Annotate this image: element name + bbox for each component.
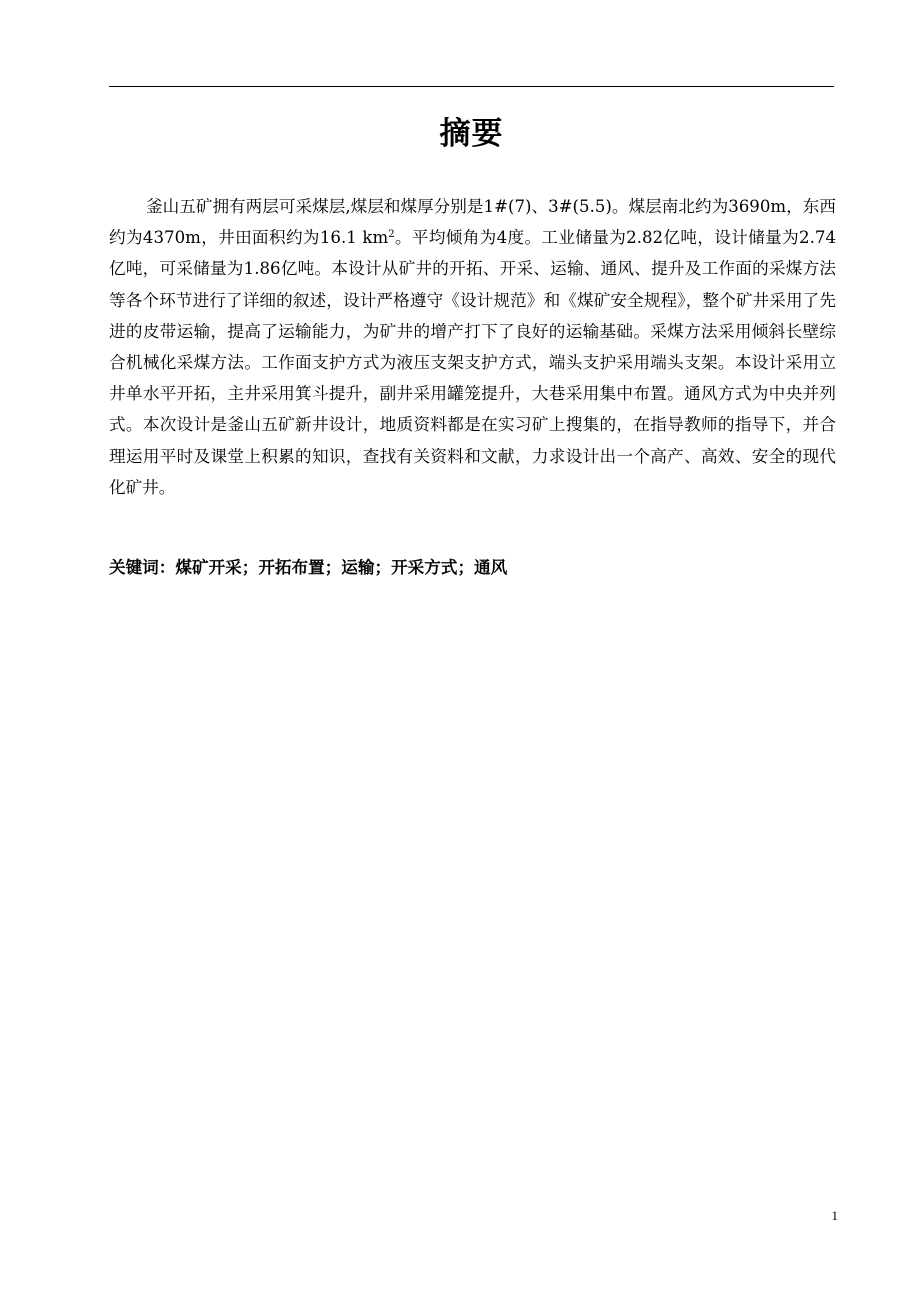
abstract-text-part1: 釜山五矿拥有两层可采煤层,煤层和煤厚分别是1#(7)、3#(5.5)。煤层南北约为3690m，东西约为4370m，井田面积约为16.1 km: [109, 197, 836, 248]
abstract-text-part2: 。平均倾角为4度。工业储量为2.82亿吨，设计储量为2.74亿吨，可采储量为1.86亿吨。本设计从矿井的开拓、开采、运输、通风、提升及工作面的采煤方法等各个环节进行了详细的叙述，设计严格遵守《设计规范》和《煤矿安全规程》，整个矿井采用了先进的皮带运输，提高了运输能力，为矿井的增产打下了良好的运输基础。采煤方法采用倾斜长壁综合机械化采煤方法。工作面支护方式为液压支架支护方式，端头支护采用端头支架。本设计采用立井单水平开拓，主井采用箕斗提升，副井采用罐笼提升，大巷采用集中布置。通风方式为中央并列式。本次设计是釜山五矿新井设计，地质资料都是在实习矿上搜集的，在指导教师的指导下，并合理运用平时及课堂上积累的知识，查找有关资料和文献，力求设计出一个高产、高效、安全的现代化矿井。: [109, 228, 836, 497]
keywords-line: 关键词：煤矿开采；开拓布置；运输；开采方式；通风: [109, 558, 508, 577]
abstract-paragraph: [109, 191, 836, 503]
page-number: 1: [831, 1208, 838, 1223]
page-title: 摘要: [439, 116, 504, 152]
abstract-superscript: 2: [388, 229, 395, 241]
header-rule: [109, 86, 834, 87]
